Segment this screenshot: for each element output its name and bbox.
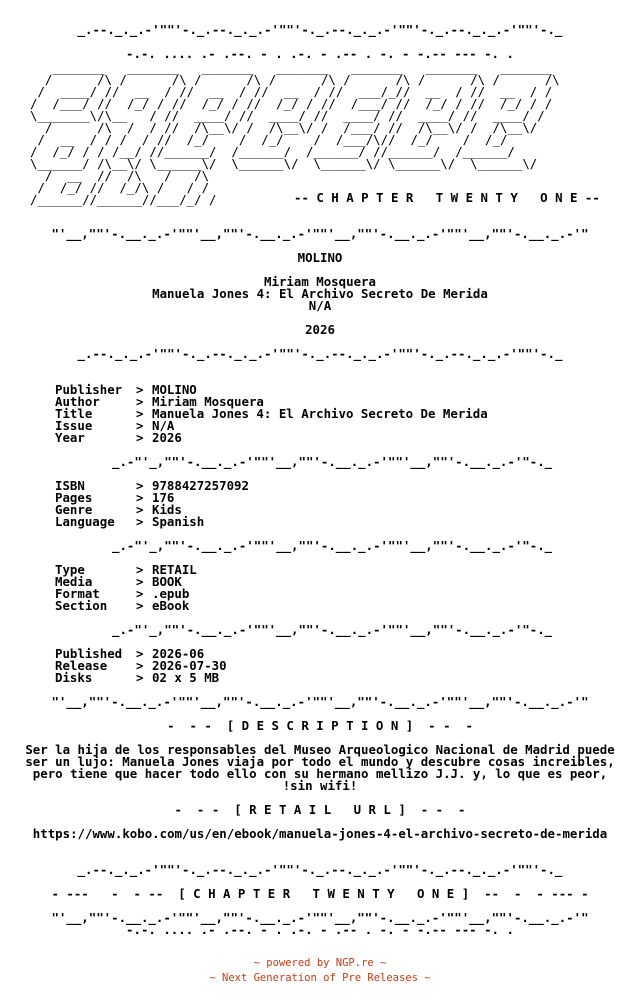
footer-tagline: ~ Next Generation of Pre Releases ~ xyxy=(209,972,431,984)
info-arrow: > xyxy=(136,574,144,589)
info-key: Language xyxy=(55,514,115,529)
info-arrow: > xyxy=(136,478,144,493)
wave-separator: "'__,""'-.__._.-'""'__,""'-.__._.-'""'__,""'-.__._.-'""'__,""'-.__._.-'" xyxy=(51,910,589,925)
header-issue: N/A xyxy=(308,298,332,313)
border-separator: _.--._._.-'""'-._.--._._.-'""'-._.--._._.-'""'-._.--._._.-'""'-._ xyxy=(77,862,563,877)
footer-powered[interactable]: ~ powered by NGP.re ~ xyxy=(253,957,387,969)
logo-line: /______//______//___/_/ / xyxy=(30,192,217,207)
info-key: Genre xyxy=(55,502,93,517)
info-value: BOOK xyxy=(152,574,182,589)
info-key: Section xyxy=(55,598,108,613)
info-value: Manuela Jones 4: El Archivo Secreto De Merida xyxy=(152,406,488,421)
info-arrow: > xyxy=(136,586,144,601)
info-value: 2026 xyxy=(152,430,182,445)
info-value: RETAIL xyxy=(152,562,197,577)
logo-line: / __ / / / / // /_/ / /_/ / /___/\// /_/ / /_/ xyxy=(30,132,508,147)
logo-line: / /___/ // /_/ / // /_/ / // /_/ / // /___/ // /_/ / // /_/ / / xyxy=(30,96,553,111)
description-text: Ser la hija de los responsables del Museo Arqueologico Nacional de Madrid puede ser un lujo: Manuela Jones viaja por todo el mundo y descubre cosas increibles, pero tiene que hacer todo ello con su hermano mellizo J.J. y, lo que es peor, !sin wifi! xyxy=(25,742,615,793)
info-key: Disks xyxy=(55,670,93,685)
header-publisher: MOLINO xyxy=(297,250,343,265)
info-key: Year xyxy=(55,430,85,445)
info-arrow: > xyxy=(136,670,144,685)
info-value: 2026-07-30 xyxy=(152,658,227,673)
info-key: ISBN xyxy=(55,478,85,493)
morse-line: -.-. .... .- .--. - . .-. - .-- . -. - -.-- --- -. . xyxy=(126,46,514,61)
morse-line: -.-. .... .- .--. - . .-. - .-- . -. - -.-- --- -. . xyxy=(126,922,514,937)
info-separator: _.-"'_,""'-.__._.-'""'__,""'-.__._.-'""'__,""'-.__._.-'"-._ xyxy=(112,622,553,637)
info-arrow: > xyxy=(136,382,144,397)
description-header: - - - [ D E S C R I P T I O N ] - - - xyxy=(167,718,473,733)
info-arrow: > xyxy=(136,514,144,529)
info-arrow: > xyxy=(136,406,144,421)
chapter-label: -- C H A P T E R T W E N T Y O N E -- xyxy=(294,190,600,205)
logo-line: / __ // /\ / /\ xyxy=(30,168,210,183)
info-separator: _.-"'_,""'-.__._.-'""'__,""'-.__._.-'""'__,""'-.__._.-'"-._ xyxy=(112,454,553,469)
info-value: Kids xyxy=(152,502,182,517)
info-value: MOLINO xyxy=(152,382,197,397)
info-value: 9788427257092 xyxy=(152,478,249,493)
info-arrow: > xyxy=(136,646,144,661)
info-arrow: > xyxy=(136,658,144,673)
logo-line: / /\ / /\ / /\ / /\ / /\ / /\ / /\ xyxy=(30,72,560,87)
info-arrow: > xyxy=(136,394,144,409)
info-key: Published xyxy=(55,646,123,661)
info-key: Issue xyxy=(55,418,93,433)
info-value: N/A xyxy=(152,418,175,433)
info-value: Spanish xyxy=(152,514,205,529)
info-value: 2026-06 xyxy=(152,646,205,661)
logo-line: / /\ / / // /\__\/ / /\__\/ / /___/ // /\__\/ / /\__\/ xyxy=(30,120,538,135)
info-value: 176 xyxy=(152,490,175,505)
info-value: Miriam Mosquera xyxy=(152,394,264,409)
info-key: Release xyxy=(55,658,108,673)
header-title: Manuela Jones 4: El Archivo Secreto De Merida xyxy=(152,286,488,301)
info-key: Title xyxy=(55,406,93,421)
top-border: _.--._._.-'""'-._.--._._.-'""'-._.--._._.-'""'-._.--._._.-'""'-._ xyxy=(77,22,563,37)
info-key: Type xyxy=(55,562,85,577)
retail-url-header: - - - [ R E T A I L U R L ] - - - xyxy=(174,802,466,817)
border-separator: _.--._._.-'""'-._.--._._.-'""'-._.--._._.-'""'-._.--._._.-'""'-._ xyxy=(77,346,563,361)
info-separator: _.-"'_,""'-.__._.-'""'__,""'-.__._.-'""'__,""'-.__._.-'"-._ xyxy=(112,538,553,553)
info-key: Media xyxy=(55,574,93,589)
info-arrow: > xyxy=(136,502,144,517)
info-value: 02 x 5 MB xyxy=(152,670,220,685)
wave-separator: "'__,""'-.__._.-'""'__,""'-.__._.-'""'__,""'-.__._.-'""'__,""'-.__._.-'" xyxy=(51,694,589,709)
wave-separator: "'__,""'-.__._.-'""'__,""'-.__._.-'""'__,""'-.__._.-'""'__,""'-.__._.-'" xyxy=(51,226,589,241)
retail-url[interactable]: https://www.kobo.com/us/en/ebook/manuela-jones-4-el-archivo-secreto-de-merida xyxy=(32,826,608,841)
header-year: 2026 xyxy=(305,322,335,337)
logo-line: _______ _______ _______ _______ _______ _______ _______ xyxy=(30,60,553,75)
logo-line: \______/ /\__\/ \______\/ \______\/ \______\/ \______\/ \______\/ xyxy=(30,156,538,171)
info-arrow: > xyxy=(136,562,144,577)
info-key: Pages xyxy=(55,490,93,505)
info-value: .epub xyxy=(152,586,190,601)
logo-line: / /_/ // /_/\ / / / xyxy=(30,180,210,195)
header-author: Miriam Mosquera xyxy=(264,274,376,289)
info-arrow: > xyxy=(136,598,144,613)
logo-line: \_______\/\__ / // ____/ // ____/ // ____/ // ____/ // ____/ / xyxy=(30,108,545,123)
info-arrow: > xyxy=(136,490,144,505)
logo-line: / ____/ // __ / // __ / // __ / // ___/_// __ / // __ / / xyxy=(30,84,553,99)
info-arrow: > xyxy=(136,430,144,445)
info-arrow: > xyxy=(136,418,144,433)
info-key: Author xyxy=(55,394,100,409)
chapter-footer: - --- - - -- [ C H A P T E R T W E N T Y O N E ] -- - - --- - xyxy=(51,886,589,901)
info-value: eBook xyxy=(152,598,190,613)
logo-line: / /_/ / / /__/ //______/ /______/ /______/ //______/ /______/ xyxy=(30,144,515,159)
info-key: Publisher xyxy=(55,382,123,397)
info-key: Format xyxy=(55,586,100,601)
